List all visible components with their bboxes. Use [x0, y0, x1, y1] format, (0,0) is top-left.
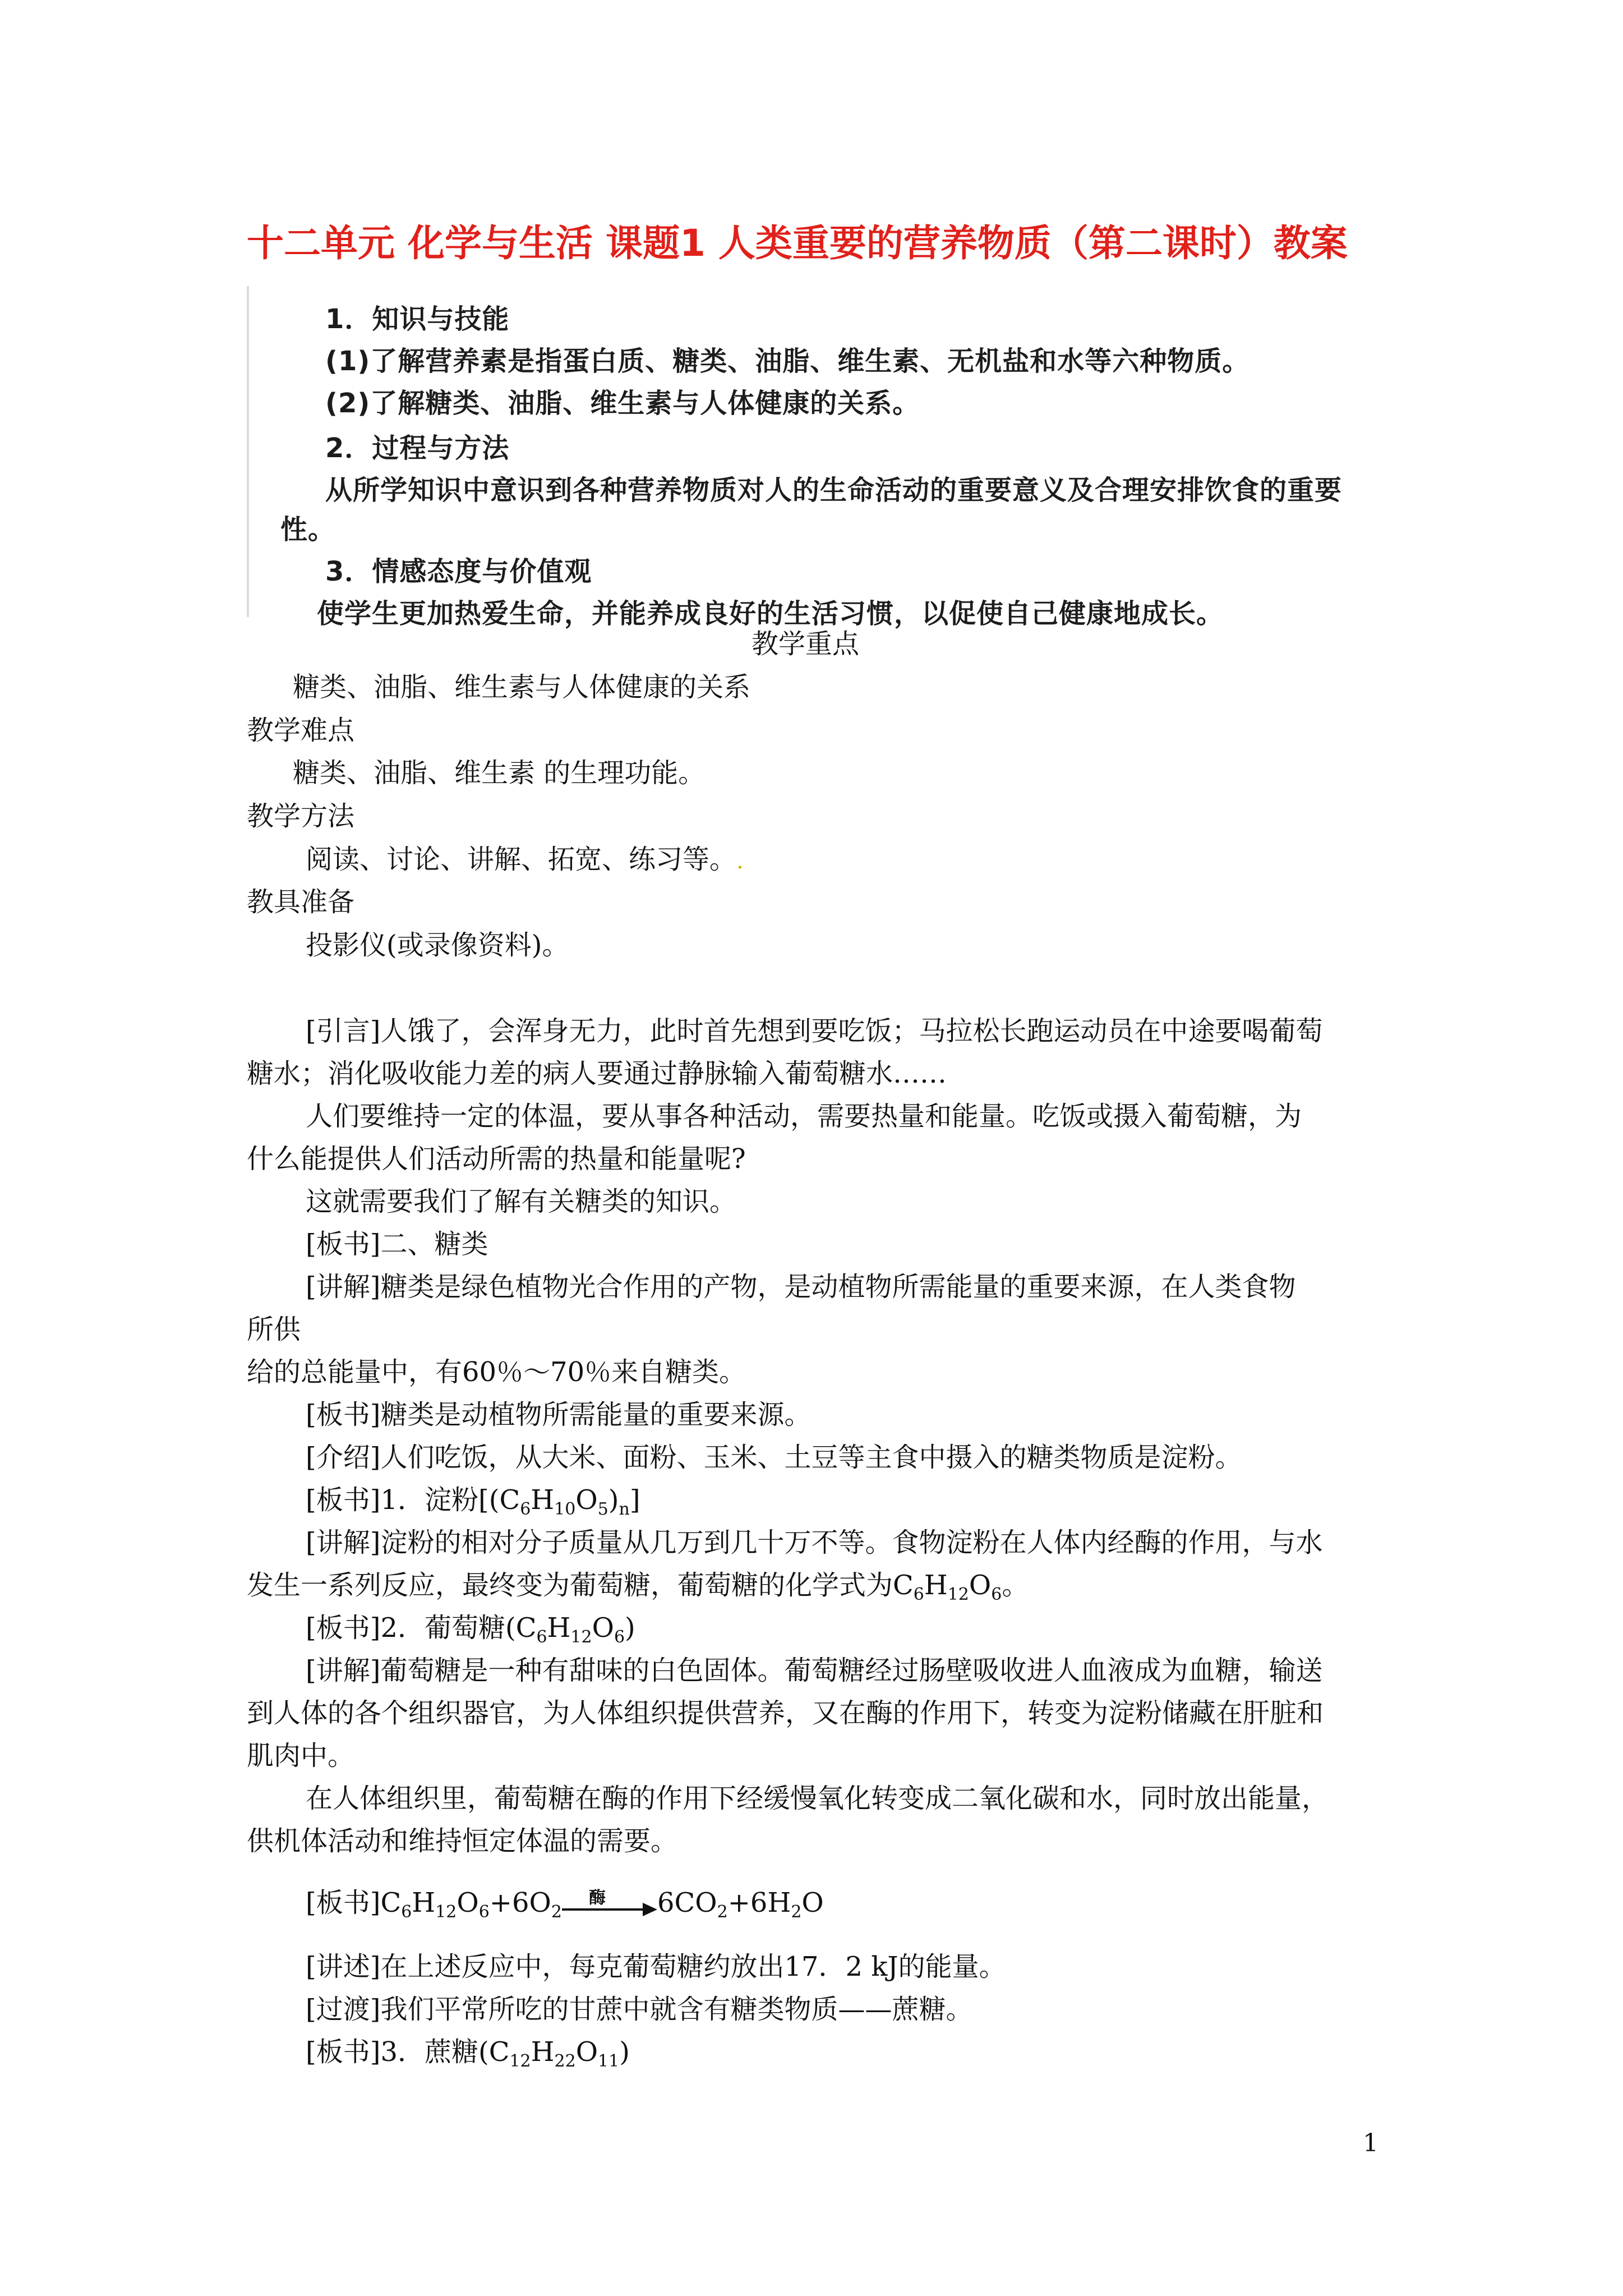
objective-line: 1．知识与技能: [325, 303, 510, 335]
paragraph-line: [板书]二、糖类: [306, 1228, 488, 1260]
document-title: 十二单元 化学与生活 课题1 人类重要的营养物质（第二课时）教案: [247, 222, 1348, 265]
paragraph-line: 这就需要我们了解有关糖类的知识。: [306, 1186, 737, 1217]
objective-line: 性。: [280, 514, 336, 545]
teaching-objectives-image: [247, 286, 1413, 629]
paragraph-line: [过渡]我们平常所吃的甘蔗中就含有糖类物质——蔗糖。: [306, 1994, 973, 2025]
paragraph-line: [讲解]糖类是绿色植物光合作用的产物，是动植物所需能量的重要来源，在人类食物: [306, 1271, 1296, 1303]
paragraph-line: [引言]人饿了，会浑身无力，此时首先想到要吃饭；马拉松长跑运动员在中途要喝葡萄: [306, 1015, 1323, 1047]
difficulty-heading: 教学难点: [247, 715, 355, 746]
tools-heading: 教具准备: [247, 886, 355, 918]
arrow-label: 酶: [588, 1888, 606, 1908]
paragraph-line: [讲解]葡萄糖是一种有甜味的白色固体。葡萄糖经过肠壁吸收进人血液成为血糖，输送: [306, 1655, 1323, 1686]
key-points-heading: 教学重点: [751, 628, 860, 660]
reaction-arrow: [562, 1888, 657, 1916]
objective-line: 使学生更加热爱生命，并能养成良好的生活习惯，以促使自己健康地成长。: [317, 598, 1224, 629]
objectives-border: [247, 286, 249, 617]
difficulty-text: 糖类、油脂、维生素 的生理功能。: [293, 757, 706, 789]
paragraph-line: [讲述]在上述反应中，每克葡萄糖约放出17．2 kJ的能量。: [306, 1951, 1006, 1982]
paragraph-line: 供机体活动和维持恒定体温的需要。: [247, 1825, 678, 1857]
objective-line: 2．过程与方法: [325, 432, 510, 464]
paragraph-line: 到人体的各个组织器官，为人体组织提供营养，又在酶的作用下，转变为淀粉储藏在肝脏和: [247, 1697, 1324, 1729]
paragraph-line: 给的总能量中，有60％～70％来自糖类。: [247, 1356, 746, 1388]
objective-line: (2)了解糖类、油脂、维生素与人体健康的关系。: [325, 388, 920, 419]
objective-line: (1)了解营养素是指蛋白质、糖类、油脂、维生素、无机盐和水等六种物质。: [325, 346, 1250, 377]
method-text: 阅读、讨论、讲解、拓宽、练习等。.: [306, 844, 744, 875]
method-heading: 教学方法: [247, 800, 355, 832]
formula-glucose-line: 发生一系列反应，最终变为葡萄糖，葡萄糖的化学式为$C_6H_{12}O_6$。: [247, 1570, 1029, 1604]
paragraph-line: 糖水；消化吸收能力差的病人要通过静脉输入葡萄糖水……: [247, 1058, 947, 1089]
objective-line: 从所学知识中意识到各种营养物质对人的生命活动的重要意义及合理安排饮食的重要: [325, 475, 1343, 506]
objective-line: 3．情感态度与价值观: [325, 556, 592, 587]
formula-glucose-heading: [板书]2．葡萄糖$(C_6H_{12}O_6)$: [306, 1612, 635, 1647]
tools-text: 投影仪(或录像资料)。: [306, 930, 569, 961]
key-points-text: 糖类、油脂、维生素与人体健康的关系: [293, 671, 751, 703]
formula-starch-line: [板书]1．淀粉$[(C_6H_{10}O_5)_n]$: [306, 1484, 640, 1519]
formula-sucrose-line: [板书]3．蔗糖$(C_{12}H_{22}O_{11})$: [306, 2036, 630, 2071]
paragraph-line: 所供: [247, 1314, 301, 1345]
paragraph-line: [介绍]人们吃饭，从大米、面粉、玉米、土豆等主食中摄入的糖类物质是淀粉。: [306, 1442, 1242, 1473]
paragraph-line: [讲解]淀粉的相对分子质量从几万到几十万不等。食物淀粉在人体内经酶的作用，与水: [306, 1527, 1323, 1558]
paragraph-line: 在人体组织里，葡萄糖在酶的作用下经缓慢氧化转变成二氧化碳和水，同时放出能量，: [306, 1783, 1329, 1814]
paragraph-line: 什么能提供人们活动所需的热量和能量呢?: [247, 1143, 746, 1175]
paragraph-line: 肌肉中。: [247, 1740, 355, 1772]
paragraph-line: 人们要维持一定的体温，要从事各种活动，需要热量和能量。吃饭或摄入葡萄糖，为: [306, 1101, 1302, 1132]
reaction-equation: [板书]$C_6H_{12}O_6+6O_2$ 酶 $6CO_2+6H_2O$: [306, 1886, 824, 1929]
page-number: 1: [1363, 2129, 1378, 2157]
paragraph-line: [板书]糖类是动植物所需能量的重要来源。: [306, 1399, 811, 1430]
